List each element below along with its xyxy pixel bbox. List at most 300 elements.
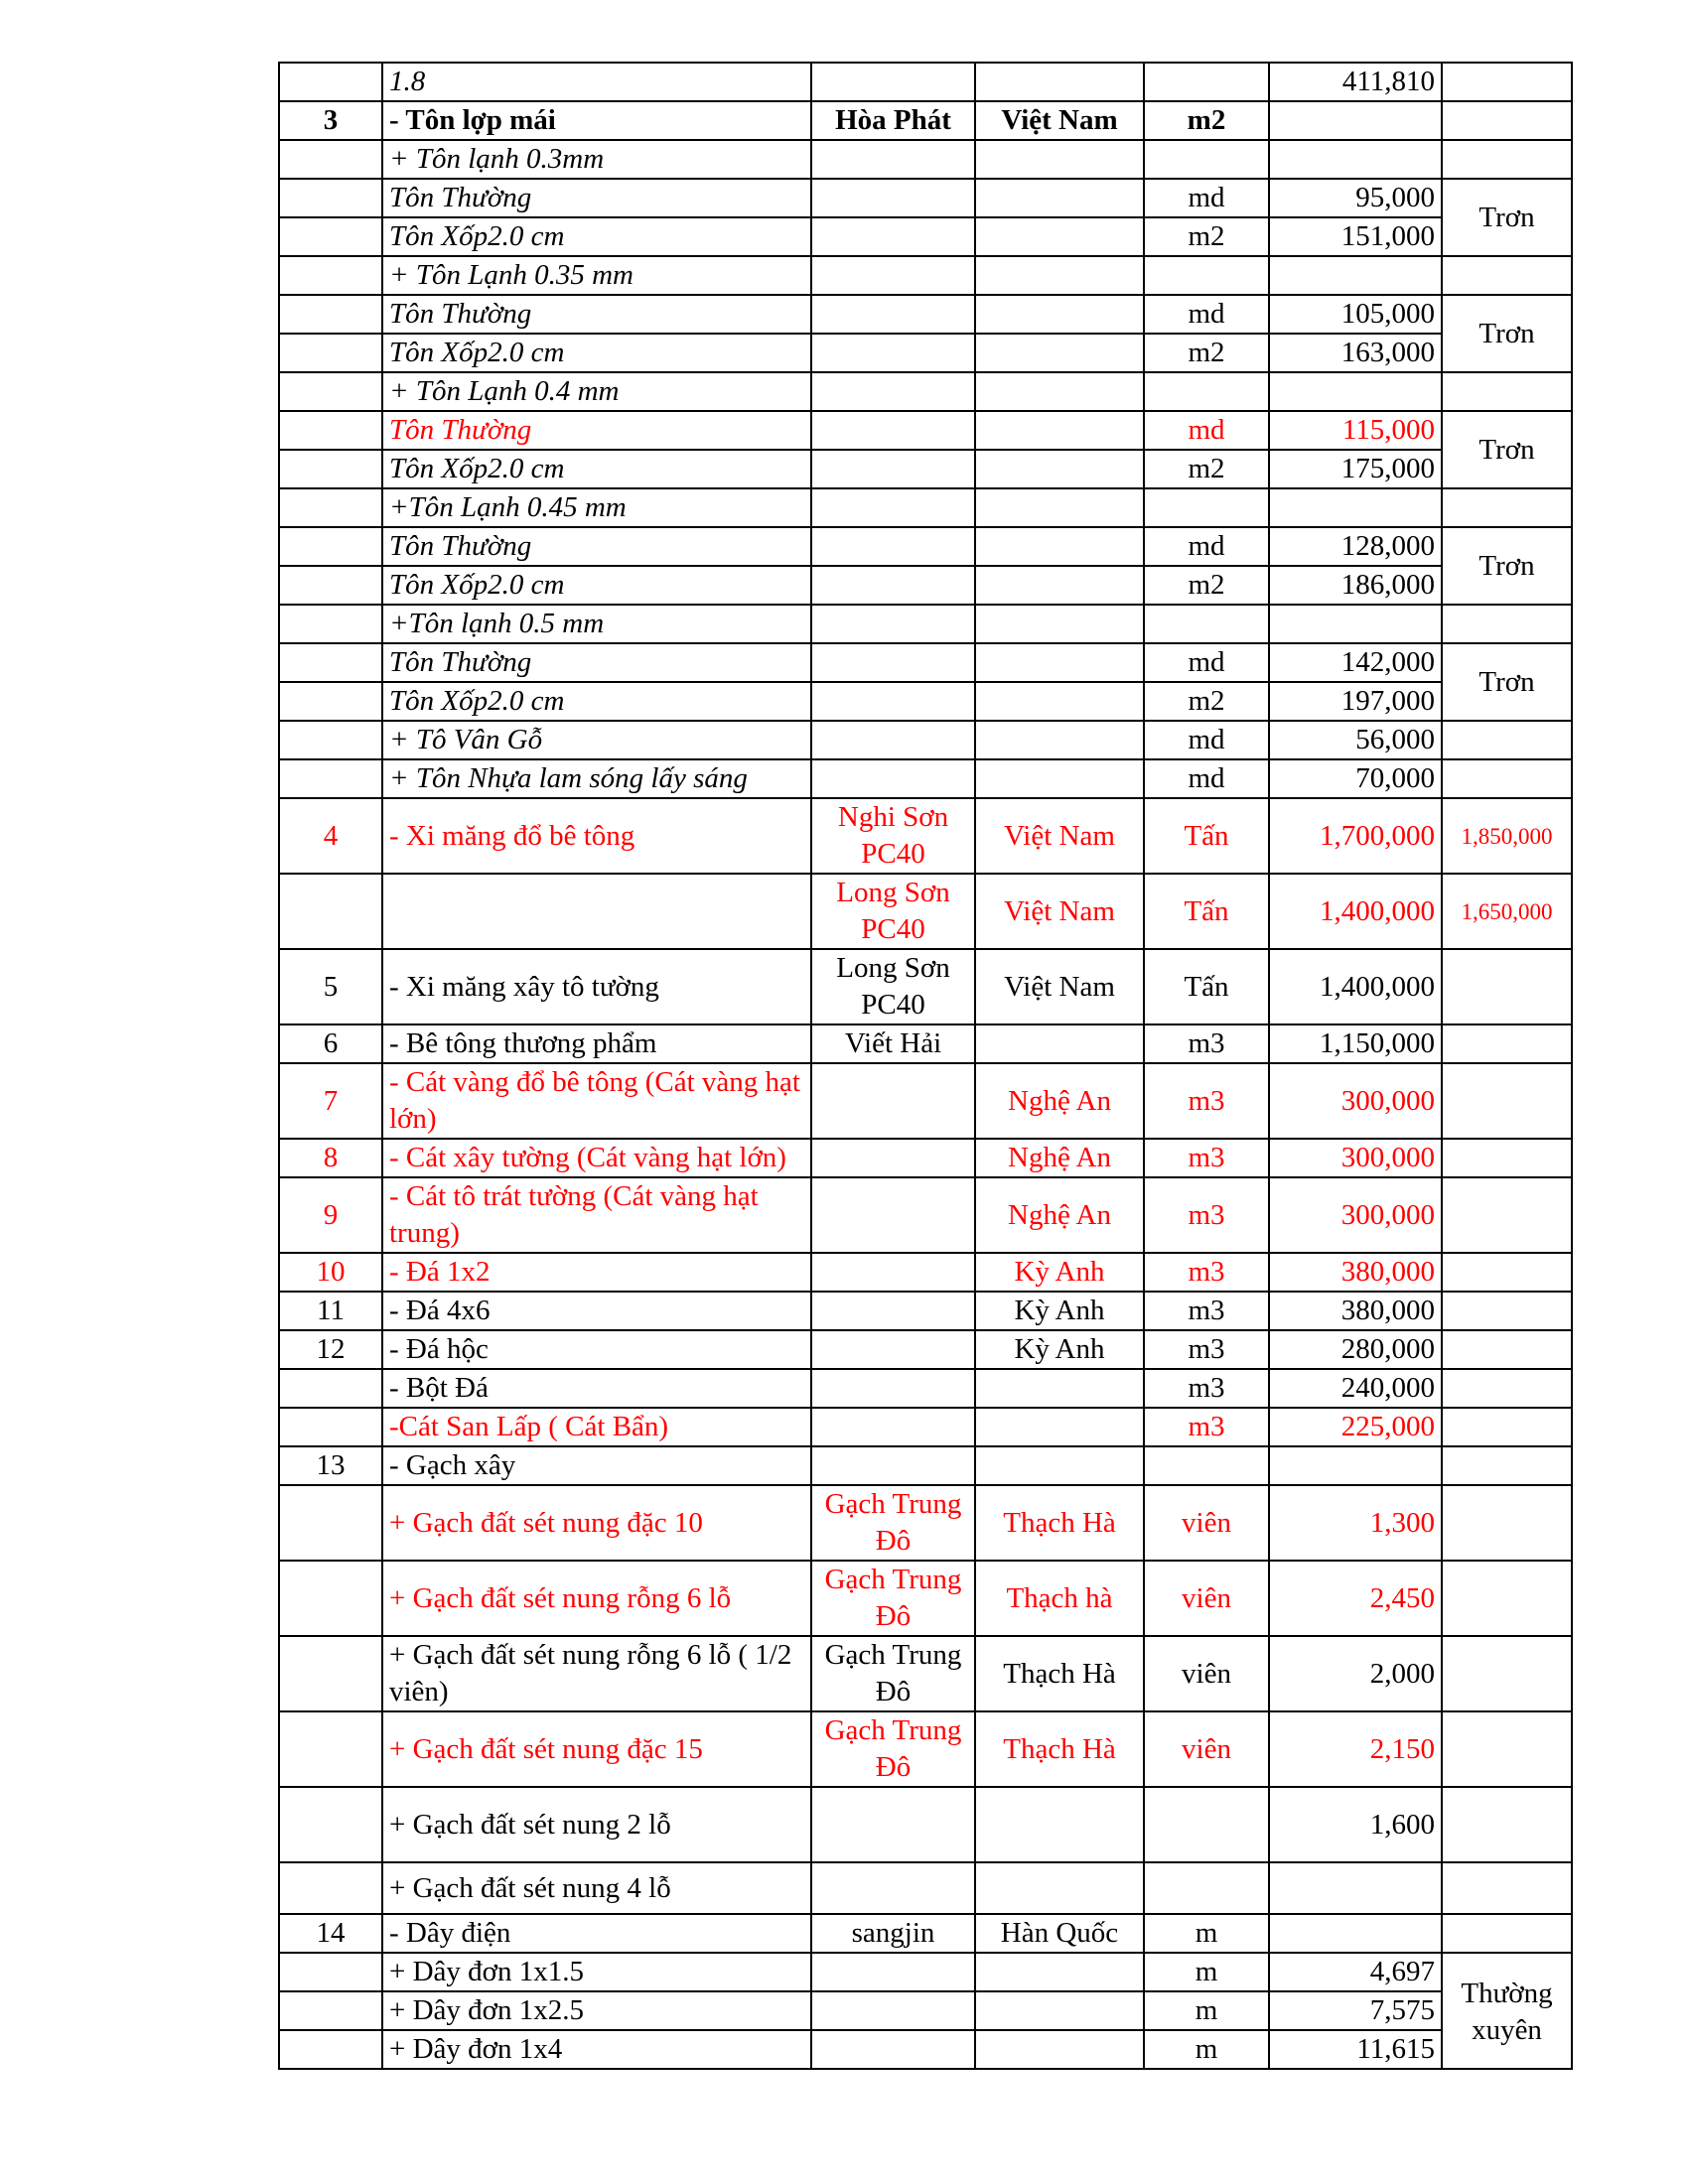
cell-note — [1442, 1330, 1572, 1369]
cell-note: 1,850,000 — [1442, 798, 1572, 874]
cell-origin — [975, 1446, 1144, 1485]
table-row — [279, 798, 1572, 874]
cell-brand — [811, 179, 975, 217]
cell-name: Tôn Thường — [382, 527, 811, 566]
cell-name: -Cát San Lấp ( Cát Bẩn) — [382, 1408, 811, 1446]
cell-brand — [811, 605, 975, 643]
cell-origin — [975, 334, 1144, 372]
cell-brand — [811, 1139, 975, 1177]
cell-brand: Viết Hải — [811, 1024, 975, 1063]
cell-price: 4,697 — [1269, 1953, 1442, 1991]
cell-unit — [1144, 372, 1269, 411]
cell-origin: Việt Nam — [975, 949, 1144, 1024]
cell-brand — [811, 450, 975, 488]
cell-no — [279, 1711, 382, 1787]
cell-no — [279, 179, 382, 217]
cell-brand — [811, 1787, 975, 1862]
cell-unit — [1144, 63, 1269, 101]
cell-name: Tôn Xốp2.0 cm — [382, 334, 811, 372]
cell-origin: Việt Nam — [975, 874, 1144, 949]
cell-note — [1442, 1914, 1572, 1953]
cell-note — [1442, 1485, 1572, 1561]
cell-note — [1442, 1636, 1572, 1711]
table-row — [279, 1408, 1572, 1446]
cell-brand — [811, 295, 975, 334]
cell-note — [1442, 101, 1572, 140]
cell-unit — [1144, 140, 1269, 179]
cell-brand — [811, 1862, 975, 1914]
cell-brand: Gạch Trung Đô — [811, 1636, 975, 1711]
table-row — [279, 566, 1572, 605]
cell-name: Tôn Thường — [382, 411, 811, 450]
cell-no — [279, 1485, 382, 1561]
table-row — [279, 101, 1572, 140]
cell-no — [279, 256, 382, 295]
cell-unit: md — [1144, 759, 1269, 798]
cell-name: + Dây đơn 1x2.5 — [382, 1991, 811, 2030]
cell-note: Trơn — [1442, 179, 1572, 256]
table-row — [279, 179, 1572, 217]
cell-brand — [811, 1408, 975, 1446]
cell-brand — [811, 566, 975, 605]
cell-note — [1442, 1292, 1572, 1330]
cell-origin — [975, 372, 1144, 411]
table-row — [279, 1177, 1572, 1253]
table-row — [279, 643, 1572, 682]
cell-price: 300,000 — [1269, 1063, 1442, 1139]
cell-brand — [811, 256, 975, 295]
cell-price — [1269, 1914, 1442, 1953]
cell-note — [1442, 1369, 1572, 1408]
cell-origin — [975, 605, 1144, 643]
cell-price: 128,000 — [1269, 527, 1442, 566]
cell-name: - Bê tông thương phẩm — [382, 1024, 811, 1063]
cell-note — [1442, 1953, 1572, 2069]
cell-price: 105,000 — [1269, 295, 1442, 334]
cell-note — [1442, 63, 1572, 101]
cell-brand — [811, 682, 975, 721]
cell-unit: m2 — [1144, 101, 1269, 140]
cell-no — [279, 1561, 382, 1636]
table-row — [279, 1330, 1572, 1369]
cell-origin — [975, 488, 1144, 527]
cell-no — [279, 411, 382, 450]
table-row — [279, 2030, 1572, 2069]
cell-no — [279, 1991, 382, 2030]
cell-price: 95,000 — [1269, 179, 1442, 217]
table-row — [279, 874, 1572, 949]
cell-no — [279, 566, 382, 605]
cell-name: - Cát tô trát tường (Cát vàng hạt trung) — [382, 1177, 811, 1253]
cell-name: - Dây điện — [382, 1914, 811, 1953]
cell-price: 2,450 — [1269, 1561, 1442, 1636]
cell-origin — [975, 1862, 1144, 1914]
cell-brand — [811, 1991, 975, 2030]
cell-price: 2,000 — [1269, 1636, 1442, 1711]
cell-unit: md — [1144, 411, 1269, 450]
cell-unit: m3 — [1144, 1063, 1269, 1139]
cell-no — [279, 527, 382, 566]
table-row — [279, 450, 1572, 488]
cell-unit: md — [1144, 527, 1269, 566]
cell-note: 1,650,000 — [1442, 874, 1572, 949]
cell-origin — [975, 2030, 1144, 2069]
cell-price: 1,400,000 — [1269, 949, 1442, 1024]
cell-price — [1269, 605, 1442, 643]
cell-name: + Tô Vân Gỗ — [382, 721, 811, 759]
cell-no — [279, 759, 382, 798]
cell-note — [1442, 1024, 1572, 1063]
cell-unit: m2 — [1144, 566, 1269, 605]
cell-brand: Gạch Trung Đô — [811, 1485, 975, 1561]
table-row — [279, 140, 1572, 179]
cell-name: 1.8 — [382, 63, 811, 101]
cell-no — [279, 643, 382, 682]
cell-note — [1442, 1063, 1572, 1139]
cell-origin — [975, 1787, 1144, 1862]
cell-note: Trơn — [1442, 643, 1572, 721]
cell-origin: Nghệ An — [975, 1139, 1144, 1177]
cell-price: 1,600 — [1269, 1787, 1442, 1862]
table-row — [279, 682, 1572, 721]
cell-note — [1442, 1787, 1572, 1862]
cell-unit: m3 — [1144, 1253, 1269, 1292]
cell-origin: Hàn Quốc — [975, 1914, 1144, 1953]
table-row — [279, 488, 1572, 527]
cell-price: 186,000 — [1269, 566, 1442, 605]
cell-name: - Bột Đá — [382, 1369, 811, 1408]
cell-price: 163,000 — [1269, 334, 1442, 372]
cell-note: Trơn — [1442, 411, 1572, 488]
cell-price — [1269, 101, 1442, 140]
table-row — [279, 1024, 1572, 1063]
cell-name: + Gạch đất sét nung đặc 10 — [382, 1485, 811, 1561]
cell-price: 1,700,000 — [1269, 798, 1442, 874]
cell-origin — [975, 1024, 1144, 1063]
cell-origin — [975, 450, 1144, 488]
cell-origin: Việt Nam — [975, 798, 1144, 874]
cell-price: 2,150 — [1269, 1711, 1442, 1787]
cell-brand — [811, 488, 975, 527]
cell-no — [279, 1408, 382, 1446]
cell-brand — [811, 1292, 975, 1330]
table-row — [279, 721, 1572, 759]
cell-origin — [975, 527, 1144, 566]
cell-no: 10 — [279, 1253, 382, 1292]
cell-brand — [811, 1369, 975, 1408]
cell-no: 9 — [279, 1177, 382, 1253]
note-text: Thường xuyên — [1461, 1977, 1553, 2046]
cell-origin: Thạch Hà — [975, 1636, 1144, 1711]
cell-note: Trơn — [1442, 527, 1572, 605]
cell-brand — [811, 140, 975, 179]
table-row — [279, 217, 1572, 256]
cell-name: Tôn Thường — [382, 295, 811, 334]
cell-origin — [975, 643, 1144, 682]
cell-name: + Gạch đất sét nung đặc 15 — [382, 1711, 811, 1787]
cell-unit: m — [1144, 1991, 1269, 2030]
cell-no — [279, 450, 382, 488]
cell-origin: Thạch Hà — [975, 1711, 1144, 1787]
cell-brand — [811, 217, 975, 256]
cell-price: 11,615 — [1269, 2030, 1442, 2069]
cell-unit: Tấn — [1144, 949, 1269, 1024]
cell-no — [279, 295, 382, 334]
cell-origin — [975, 140, 1144, 179]
cell-unit: md — [1144, 643, 1269, 682]
cell-note — [1442, 1139, 1572, 1177]
cell-origin: Kỳ Anh — [975, 1292, 1144, 1330]
cell-unit — [1144, 1787, 1269, 1862]
table-row — [279, 605, 1572, 643]
cell-name: Tôn Xốp2.0 cm — [382, 566, 811, 605]
cell-brand — [811, 1330, 975, 1369]
cell-unit: m — [1144, 1914, 1269, 1953]
cell-no — [279, 1787, 382, 1862]
cell-brand — [811, 1953, 975, 1991]
cell-no — [279, 63, 382, 101]
table-row — [279, 411, 1572, 450]
cell-origin: Thạch Hà — [975, 1485, 1144, 1561]
table-row — [279, 1369, 1572, 1408]
cell-price: 1,150,000 — [1269, 1024, 1442, 1063]
cell-no — [279, 1369, 382, 1408]
cell-name: - Xi măng đổ bê tông — [382, 798, 811, 874]
table-row — [279, 1862, 1572, 1914]
cell-price: 240,000 — [1269, 1369, 1442, 1408]
cell-no — [279, 682, 382, 721]
price-table — [278, 62, 1573, 2070]
cell-brand — [811, 527, 975, 566]
table-row — [279, 527, 1572, 566]
cell-unit: m2 — [1144, 450, 1269, 488]
cell-name — [382, 874, 811, 949]
cell-unit — [1144, 256, 1269, 295]
table-row — [279, 63, 1572, 101]
cell-note — [1442, 1561, 1572, 1636]
cell-no: 7 — [279, 1063, 382, 1139]
cell-price: 380,000 — [1269, 1292, 1442, 1330]
cell-no — [279, 334, 382, 372]
cell-brand — [811, 1177, 975, 1253]
cell-note — [1442, 1177, 1572, 1253]
cell-price — [1269, 140, 1442, 179]
cell-origin — [975, 63, 1144, 101]
cell-price — [1269, 1446, 1442, 1485]
cell-brand: Long Sơn PC40 — [811, 949, 975, 1024]
table-row — [279, 1561, 1572, 1636]
cell-no — [279, 2030, 382, 2069]
cell-origin — [975, 295, 1144, 334]
cell-no: 5 — [279, 949, 382, 1024]
cell-brand: Long Sơn PC40 — [811, 874, 975, 949]
cell-price: 380,000 — [1269, 1253, 1442, 1292]
cell-no: 14 — [279, 1914, 382, 1953]
cell-no — [279, 217, 382, 256]
table-row — [279, 1485, 1572, 1561]
table-row — [279, 1787, 1572, 1862]
cell-unit: Tấn — [1144, 798, 1269, 874]
cell-brand — [811, 1446, 975, 1485]
cell-origin — [975, 1953, 1144, 1991]
table-row — [279, 949, 1572, 1024]
cell-unit: m3 — [1144, 1024, 1269, 1063]
cell-origin — [975, 566, 1144, 605]
cell-name: Tôn Xốp2.0 cm — [382, 450, 811, 488]
cell-note — [1442, 140, 1572, 179]
cell-note — [1442, 256, 1572, 295]
cell-note — [1442, 1408, 1572, 1446]
table-row — [279, 1139, 1572, 1177]
cell-note — [1442, 1862, 1572, 1914]
cell-unit: md — [1144, 721, 1269, 759]
table-row — [279, 1292, 1572, 1330]
cell-no: 13 — [279, 1446, 382, 1485]
cell-price: 56,000 — [1269, 721, 1442, 759]
cell-unit: m3 — [1144, 1177, 1269, 1253]
table-row — [279, 295, 1572, 334]
cell-brand — [811, 411, 975, 450]
cell-note — [1442, 372, 1572, 411]
cell-name: Tôn Thường — [382, 643, 811, 682]
cell-name: + Gạch đất sét nung 4 lỗ — [382, 1862, 811, 1914]
table-row — [279, 1063, 1572, 1139]
cell-no — [279, 1862, 382, 1914]
cell-name: + Dây đơn 1x1.5 — [382, 1953, 811, 1991]
cell-price: 1,300 — [1269, 1485, 1442, 1561]
cell-origin: Kỳ Anh — [975, 1330, 1144, 1369]
cell-origin — [975, 1408, 1144, 1446]
cell-origin — [975, 217, 1144, 256]
cell-price: 70,000 — [1269, 759, 1442, 798]
cell-price: 197,000 — [1269, 682, 1442, 721]
cell-brand — [811, 63, 975, 101]
cell-brand — [811, 643, 975, 682]
cell-brand — [811, 721, 975, 759]
cell-name: - Tôn lợp mái — [382, 101, 811, 140]
cell-name: + Tôn lạnh 0.3mm — [382, 140, 811, 179]
cell-no: 8 — [279, 1139, 382, 1177]
cell-brand — [811, 2030, 975, 2069]
cell-no: 6 — [279, 1024, 382, 1063]
cell-brand: Gạch Trung Đô — [811, 1561, 975, 1636]
cell-origin: Kỳ Anh — [975, 1253, 1144, 1292]
table-row — [279, 1636, 1572, 1711]
cell-brand — [811, 334, 975, 372]
cell-origin — [975, 1369, 1144, 1408]
cell-note — [1442, 605, 1572, 643]
cell-name: + Tôn Lạnh 0.4 mm — [382, 372, 811, 411]
cell-unit: m3 — [1144, 1139, 1269, 1177]
cell-price: 115,000 — [1269, 411, 1442, 450]
cell-unit: viên — [1144, 1485, 1269, 1561]
cell-no — [279, 605, 382, 643]
cell-note — [1442, 949, 1572, 1024]
cell-name: - Cát vàng đổ bê tông (Cát vàng hạt lớn) — [382, 1063, 811, 1139]
cell-unit: m3 — [1144, 1292, 1269, 1330]
cell-origin — [975, 411, 1144, 450]
cell-unit: m2 — [1144, 334, 1269, 372]
cell-unit — [1144, 605, 1269, 643]
cell-origin: Nghệ An — [975, 1063, 1144, 1139]
cell-name: +Tôn Lạnh 0.45 mm — [382, 488, 811, 527]
cell-unit — [1144, 488, 1269, 527]
cell-no — [279, 140, 382, 179]
cell-unit — [1144, 1862, 1269, 1914]
cell-no: 3 — [279, 101, 382, 140]
cell-price: 411,810 — [1269, 63, 1442, 101]
cell-unit: m — [1144, 1953, 1269, 1991]
cell-origin — [975, 759, 1144, 798]
cell-note: Trơn — [1442, 295, 1572, 372]
cell-price: 151,000 — [1269, 217, 1442, 256]
cell-name: + Gạch đất sét nung 2 lỗ — [382, 1787, 811, 1862]
cell-no: 4 — [279, 798, 382, 874]
cell-name: - Đá 1x2 — [382, 1253, 811, 1292]
cell-unit: m2 — [1144, 217, 1269, 256]
cell-unit: viên — [1144, 1636, 1269, 1711]
cell-no — [279, 488, 382, 527]
cell-name: - Đá 4x6 — [382, 1292, 811, 1330]
cell-unit: m3 — [1144, 1408, 1269, 1446]
cell-price: 300,000 — [1269, 1177, 1442, 1253]
cell-price: 280,000 — [1269, 1330, 1442, 1369]
cell-unit: md — [1144, 179, 1269, 217]
cell-price: 225,000 — [1269, 1408, 1442, 1446]
cell-brand — [811, 1063, 975, 1139]
table-row — [279, 1711, 1572, 1787]
cell-brand: Nghi Sơn PC40 — [811, 798, 975, 874]
cell-note — [1442, 1446, 1572, 1485]
cell-brand — [811, 372, 975, 411]
cell-name: - Gạch xây — [382, 1446, 811, 1485]
cell-origin — [975, 179, 1144, 217]
cell-name: + Dây đơn 1x4 — [382, 2030, 811, 2069]
cell-brand: Hòa Phát — [811, 101, 975, 140]
cell-note — [1442, 1253, 1572, 1292]
cell-no: 12 — [279, 1330, 382, 1369]
cell-name: - Cát xây tường (Cát vàng hạt lớn) — [382, 1139, 811, 1177]
table-row — [279, 1253, 1572, 1292]
cell-price — [1269, 1862, 1442, 1914]
table-row — [279, 1914, 1572, 1953]
cell-name: + Gạch đất sét nung rỗng 6 lỗ ( 1/2 viên) — [382, 1636, 811, 1711]
cell-no — [279, 1636, 382, 1711]
cell-name: + Tôn Lạnh 0.35 mm — [382, 256, 811, 295]
table-row — [279, 759, 1572, 798]
cell-origin — [975, 682, 1144, 721]
cell-origin — [975, 256, 1144, 295]
cell-name: - Xi măng xây tô tường — [382, 949, 811, 1024]
cell-no — [279, 1953, 382, 1991]
cell-price: 300,000 — [1269, 1139, 1442, 1177]
cell-unit: m — [1144, 2030, 1269, 2069]
table-row — [279, 334, 1572, 372]
cell-unit: viên — [1144, 1561, 1269, 1636]
cell-brand — [811, 1253, 975, 1292]
cell-brand — [811, 759, 975, 798]
cell-name: - Đá hộc — [382, 1330, 811, 1369]
cell-name: + Tôn Nhựa lam sóng lấy sáng — [382, 759, 811, 798]
cell-note — [1442, 1711, 1572, 1787]
cell-origin: Việt Nam — [975, 101, 1144, 140]
cell-origin — [975, 721, 1144, 759]
cell-price — [1269, 488, 1442, 527]
cell-no — [279, 372, 382, 411]
cell-price: 142,000 — [1269, 643, 1442, 682]
table-row — [279, 1991, 1572, 2030]
cell-price — [1269, 372, 1442, 411]
